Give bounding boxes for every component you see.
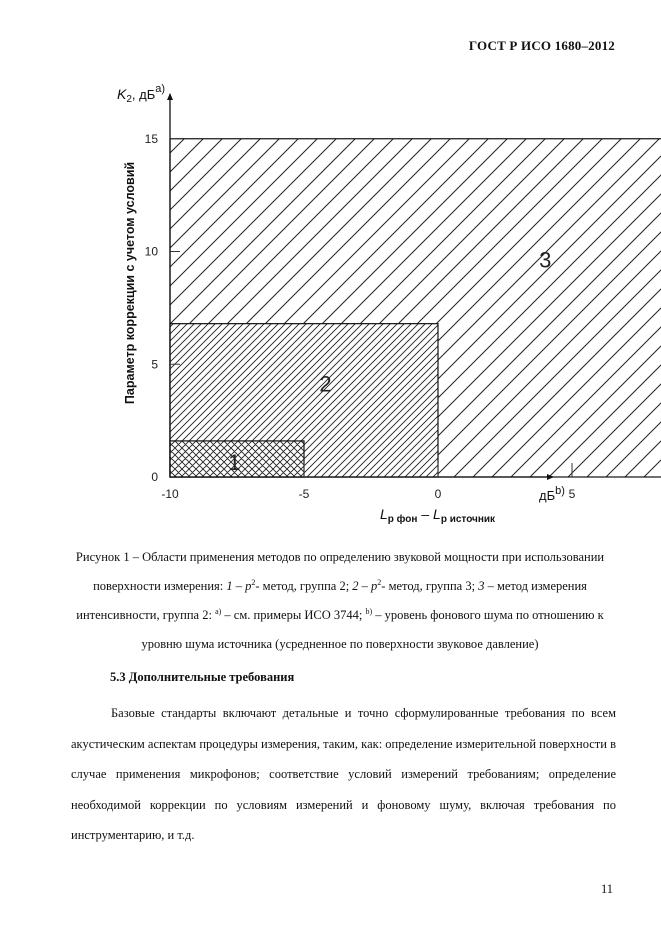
caption-note-a-marker: a) [215,606,222,616]
caption-note-a-text: – см. примеры ИСО 3744; [221,608,366,622]
section-paragraph: Базовые стандарты включают детальные и точно сформулированные требования по всем акустическим аспектам процедуры измерения, таким, как: определение измерительной поверхности в случае применения микрофонов; соответствие условий измерений требованиям; определение необходимой коррекции по условиям измерений и фоновому шуму, включая требования по инструментарию, и т.д. [71,706,616,842]
caption-method-1-p: – p [232,579,252,593]
caption-method-1-text: - метод, группа 2; [255,579,353,593]
region-label-2: 2 [319,371,332,397]
document-code-header: ГОСТ Р ИСО 1680–2012 [468,38,615,53]
caption-method-1-sup: 2 [251,577,256,587]
x-tick-label: -5 [298,487,310,501]
caption-note-b-text: – уровень фонового шума по отношению к уровню шума источника (усредненное по поверхности звуковое давление) [141,608,604,651]
y-tick-label: 5 [151,357,158,372]
caption-method-3-text: – метод измерения интенсивности, группа 2: [76,579,587,622]
y-tick-label: 10 [144,244,158,259]
region-label-1: 1 [228,450,241,476]
x-tick-label: 5 [568,487,576,501]
caption-method-2-number: 2 [352,579,359,593]
page-number: 11 [600,882,613,896]
x-axis-unit: $дБ^{b)}$ [539,485,565,503]
caption-prefix: Рисунок 1 – Области применения методов по определению звуковой мощности при использовании поверхности измерения: [75,550,605,593]
caption-method-2-sup: 2 [377,577,382,587]
y-axis-symbol: $K_2$, $дБ^{а)}$ [117,83,166,105]
section-heading: 5.3 Дополнительные требования [110,670,295,684]
caption-method-1-number: 1 [226,579,233,593]
x-tick-label: -10 [161,487,179,501]
caption-method-2-p: – p [358,579,378,593]
caption-note-b-marker: b) [365,606,373,616]
x-axis-symbol: $L_{p фон} - L_{p источник}$ [380,506,496,525]
y-axis-label: Параметр коррекции с учетом условий [123,161,137,405]
y-tick-label: 0 [151,470,158,484]
y-tick-label: 15 [144,131,158,146]
caption-method-3-number: 3 [478,579,485,593]
caption-method-2-text: - метод, группа 3; [381,579,479,593]
x-tick-label: 0 [434,487,442,501]
region-label-3: 3 [539,247,552,273]
figure-caption [60,543,620,659]
